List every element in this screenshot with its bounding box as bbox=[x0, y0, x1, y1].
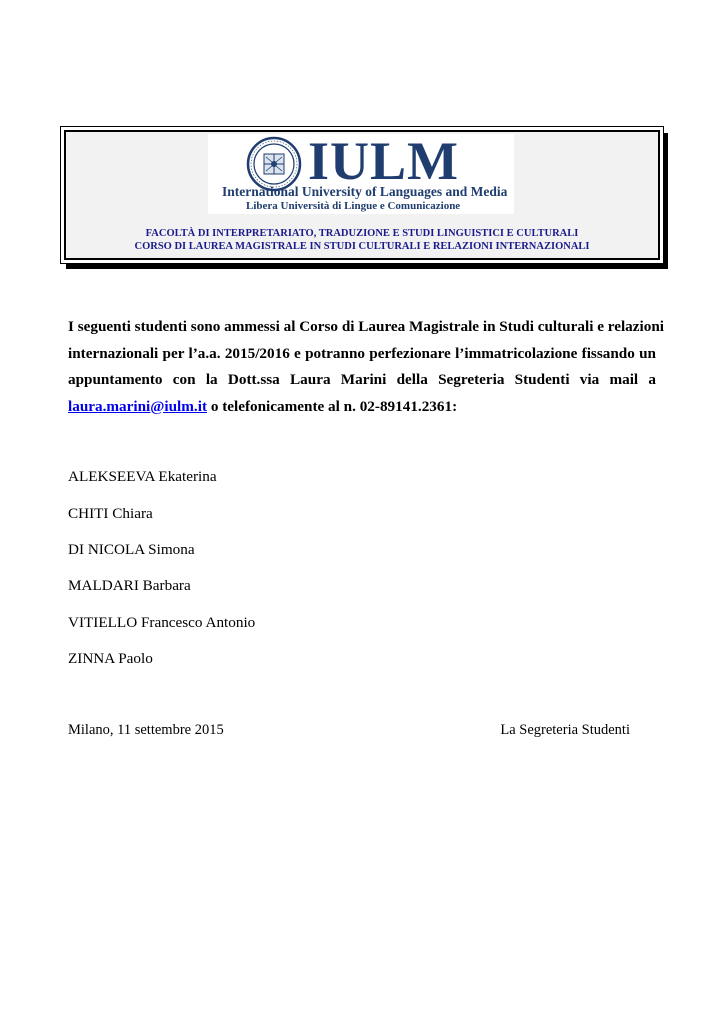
iulm-logo bbox=[208, 131, 514, 214]
student-name: ZINNA Paolo bbox=[68, 650, 153, 667]
notice-line-2: internazionali per l’a.a. 2015/2016 e potranno perfezionare l’immatricolazione fissando un bbox=[68, 344, 656, 362]
logo-university-name: International University of Languages and Media bbox=[222, 184, 508, 199]
phone-text: o telefonicamente al n. 02-89141.2361: bbox=[207, 397, 458, 415]
student-name: MALDARI Barbara bbox=[68, 577, 191, 594]
notice-line-1: I seguenti studenti sono ammessi al Corso di Laurea Magistrale in Studi culturali e relazioni bbox=[68, 318, 664, 335]
signature: La Segreteria Studenti bbox=[500, 722, 630, 738]
student-name: DI NICOLA Simona bbox=[68, 541, 195, 558]
admission-notice-paragraph bbox=[68, 314, 664, 420]
student-name: ALEKSEEVA Ekaterina bbox=[68, 468, 217, 485]
faculty-title: FACOLTÀ DI INTERPRETARIATO, TRADUZIONE E STUDI LINGUISTICI E CULTURALI bbox=[145, 228, 579, 239]
student-name: CHITI Chiara bbox=[68, 505, 153, 522]
course-title: CORSO DI LAUREA MAGISTRALE IN STUDI CULTURALI E RELAZIONI INTERNAZIONALI bbox=[134, 241, 590, 252]
email-link[interactable]: laura.marini@iulm.it bbox=[68, 397, 208, 415]
place-and-date: Milano, 11 settembre 2015 bbox=[68, 722, 224, 738]
logo-wordmark: IULM bbox=[308, 131, 459, 191]
student-name: VITIELLO Francesco Antonio bbox=[68, 614, 256, 631]
notice-line-4 bbox=[68, 394, 656, 421]
logo-university-subtitle: Libera Università di Lingue e Comunicazione bbox=[246, 200, 461, 212]
notice-line-3: appuntamento con la Dott.ssa Laura Marini della Segreteria Studenti via mail a bbox=[68, 371, 656, 388]
